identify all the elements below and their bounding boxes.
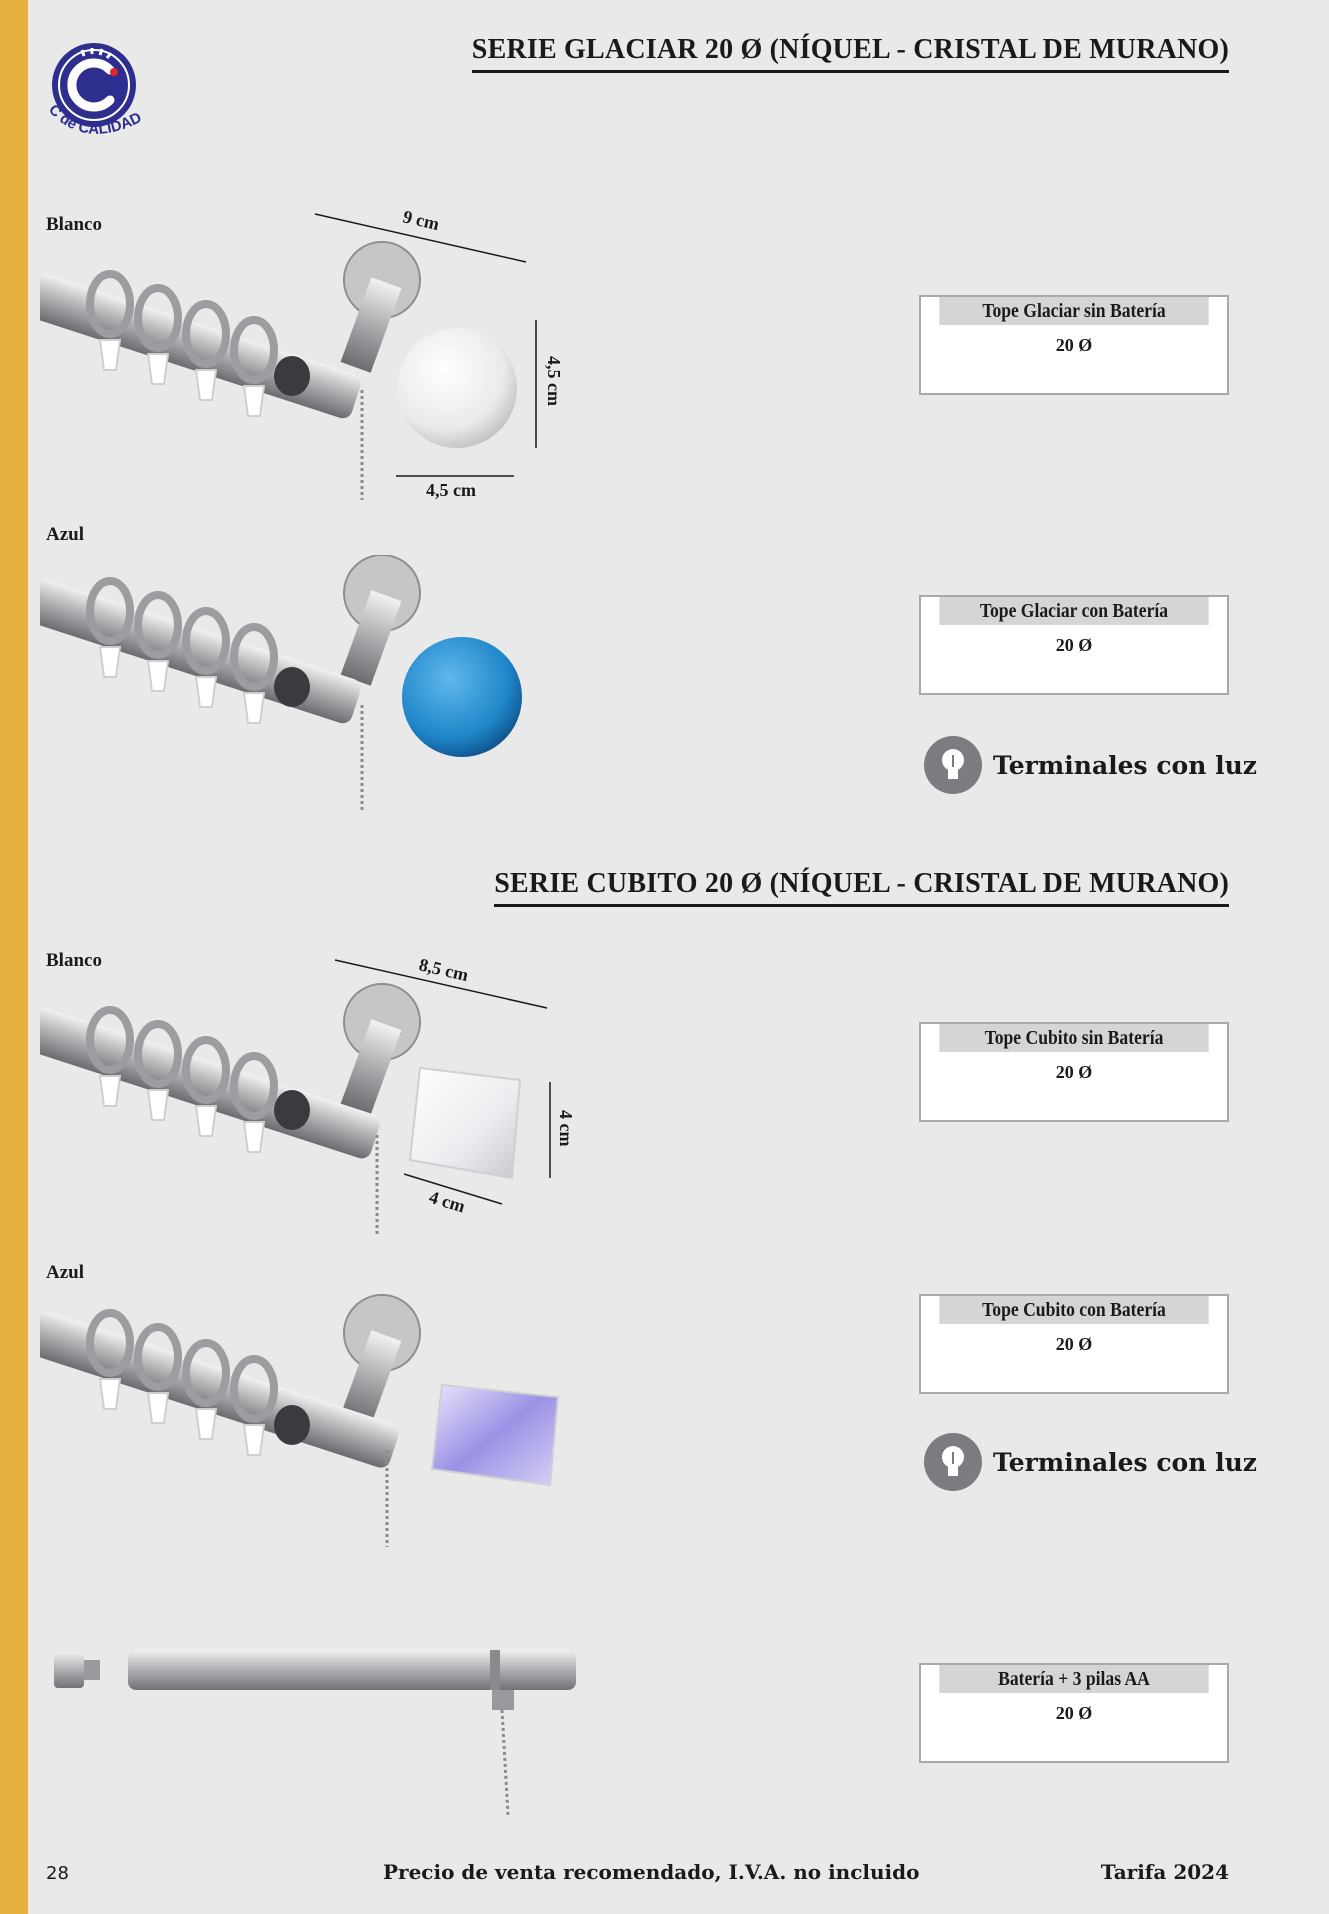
terminales-con-luz: [923, 735, 1257, 795]
cubito-blue-rod-image: [40, 1285, 580, 1550]
price-box-value: 20 Ø: [1055, 1334, 1093, 1354]
section-title-cubito: SERIE CUBITO 20 Ø (NÍQUEL - CRISTAL DE MURANO): [494, 868, 1229, 907]
price-box-title: Tope Cubito con Batería: [939, 1296, 1208, 1324]
lights-label: Terminales con luz: [993, 1447, 1257, 1477]
glaciar-white-rod-image: [40, 200, 600, 500]
variant-label: Azul: [46, 1262, 84, 1283]
price-box-value: 20 Ø: [1055, 335, 1093, 355]
c-quality-seal-icon: [44, 40, 154, 152]
terminales-con-luz: [923, 1432, 1257, 1492]
lights-label: Terminales con luz: [993, 750, 1257, 780]
variant-label: Blanco: [46, 214, 102, 235]
price-box-title: Tope Glaciar con Batería: [939, 597, 1208, 625]
price-box: [919, 1022, 1229, 1122]
depth-dimension: 4,5 cm: [426, 480, 476, 500]
height-dimension: 4,5 cm: [544, 356, 564, 406]
battery-tube-image: [50, 1640, 590, 1820]
price-box-value: 20 Ø: [1055, 1703, 1093, 1723]
cubito-white-rod-image: [40, 950, 600, 1240]
price-box-title: Batería + 3 pilas AA: [939, 1665, 1208, 1693]
light-bulb-icon: [923, 1432, 983, 1492]
height-dimension: 4 cm: [556, 1110, 576, 1147]
price-box: [919, 595, 1229, 695]
price-box: [919, 295, 1229, 395]
accent-side-bar: [0, 0, 28, 1914]
glaciar-blue-rod-image: [40, 555, 540, 815]
light-bulb-icon: [923, 735, 983, 795]
variant-label: Azul: [46, 524, 84, 545]
section-title-glaciar: SERIE GLACIAR 20 Ø (NÍQUEL - CRISTAL DE MURANO): [472, 34, 1229, 73]
price-box: [919, 1663, 1229, 1763]
depth-dimension: 4 cm: [426, 1186, 468, 1217]
price-box-value: 20 Ø: [1055, 1062, 1093, 1082]
price-box: [919, 1294, 1229, 1394]
footer-tariff: Tarifa 2024: [1100, 1860, 1229, 1884]
logo-text: C de CALIDAD: [45, 101, 145, 139]
variant-label: Blanco: [46, 950, 102, 971]
page-number: 28: [46, 1863, 69, 1884]
footer-note: Precio de venta recomendado, I.V.A. no incluido: [383, 1860, 920, 1884]
width-dimension: 9 cm: [401, 206, 442, 235]
price-box-title: Tope Glaciar sin Batería: [939, 297, 1208, 325]
width-dimension: 8,5 cm: [417, 954, 471, 986]
price-box-value: 20 Ø: [1055, 635, 1093, 655]
price-box-title: Tope Cubito sin Batería: [939, 1024, 1208, 1052]
